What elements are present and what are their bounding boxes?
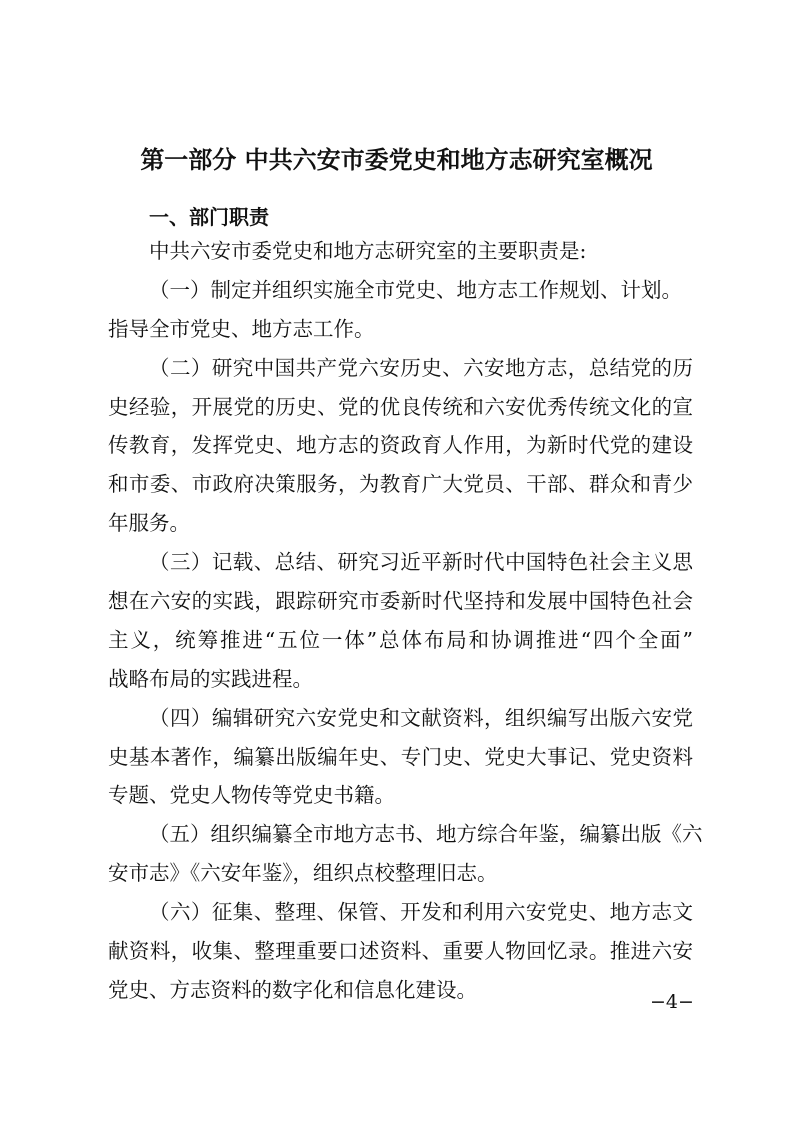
- paragraph-line: （四）编辑研究六安党史和文献资料，组织编写出版六安党: [149, 705, 693, 730]
- paragraph-line: 指导全市党史、地方志工作。: [108, 316, 375, 341]
- paragraph-line: 党史、方志资料的数字化和信息化建设。: [108, 977, 477, 1002]
- paragraph-line: （五）组织编纂全市地方志书、地方综合年鉴，编纂出版《六: [149, 822, 703, 847]
- paragraph-line: 史基本著作，编纂出版编年史、专门史、党史大事记、党史资料: [108, 744, 693, 769]
- paragraph-line: （一）制定并组织实施全市党史、地方志工作规划、计划。: [149, 277, 682, 302]
- paragraph-line: 和市委、市政府决策服务，为教育广大党员、干部、群众和青少: [108, 472, 693, 497]
- paragraph-line: 年服务。: [108, 511, 190, 536]
- section-heading: 一、部门职责: [149, 205, 269, 229]
- body-text: [108, 232, 703, 1010]
- paragraph-line: 想在六安的实践，跟踪研究市委新时代坚持和发展中国特色社会: [108, 589, 693, 614]
- paragraph-line: 主义，统筹推进“五位一体”总体布局和协调推进“四个全面”: [108, 627, 693, 652]
- page-number: −4−: [650, 991, 694, 1013]
- paragraph-line: 安市志》《六安年鉴》，组织点校整理旧志。: [108, 861, 498, 886]
- paragraph-line: 传教育，发挥党史、地方志的资政育人作用，为新时代党的建设: [108, 433, 693, 458]
- paragraph-line: 战略布局的实践进程。: [108, 666, 313, 691]
- paragraph-line: （六）征集、整理、保管、开发和利用六安党史、地方志文: [149, 900, 693, 925]
- paragraph-line: （二）研究中国共产党六安历史、六安地方志，总结党的历: [149, 355, 693, 380]
- paragraph-line: 献资料，收集、整理重要口述资料、重要人物回忆录。推进六安: [108, 939, 693, 964]
- paragraph-line: 专题、党史人物传等党史书籍。: [108, 783, 395, 808]
- paragraph-line: 史经验，开展党的历史、党的优良传统和六安优秀传统文化的宣: [108, 394, 693, 419]
- paragraph-line: （三）记载、总结、研究习近平新时代中国特色社会主义思: [149, 550, 693, 575]
- paragraph-line: 中共六安市委党史和地方志研究室的主要职责是:: [149, 239, 587, 263]
- page-title: 第一部分 中共六安市委党史和地方志研究室概况: [140, 146, 653, 174]
